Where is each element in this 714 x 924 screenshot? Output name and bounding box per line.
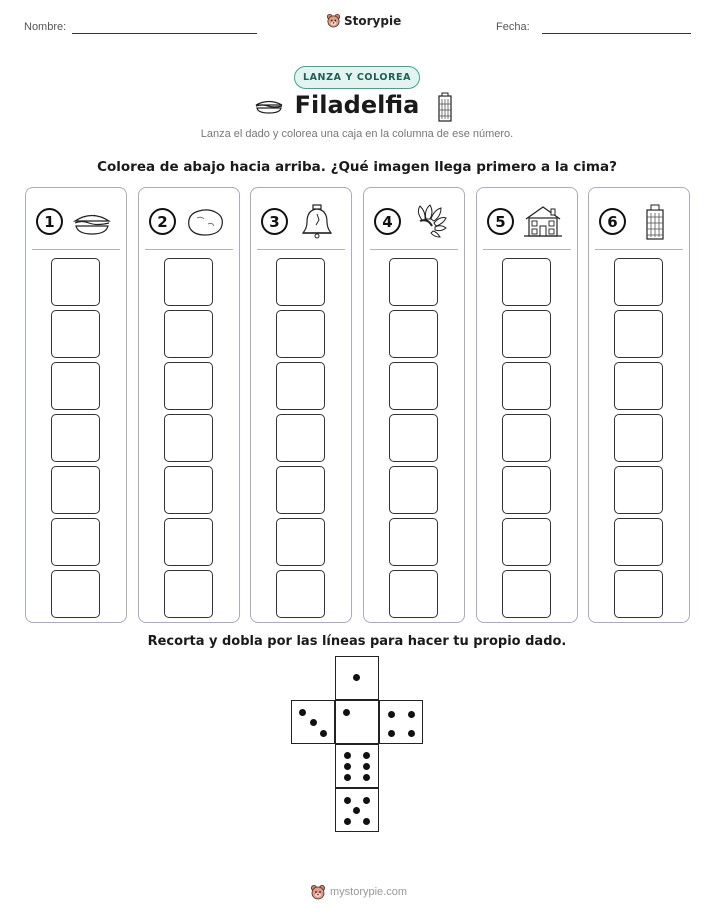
color-box[interactable]: [614, 518, 663, 566]
feather-headdress-icon: [408, 204, 452, 240]
column-4: [363, 187, 465, 623]
die-face-5: [335, 788, 379, 832]
die-pip: [363, 763, 370, 770]
liberty-bell-icon: [295, 204, 339, 240]
color-box[interactable]: [502, 414, 551, 462]
die-pip: [310, 719, 317, 726]
color-box[interactable]: [502, 362, 551, 410]
die-pip: [320, 730, 327, 737]
column-5: [476, 187, 578, 623]
instruction-text: Colorea de abajo hacia arriba. ¿Qué imagen llega primero a la cima?: [97, 159, 617, 175]
color-box[interactable]: [276, 362, 325, 410]
color-box[interactable]: [51, 570, 100, 618]
die-pip: [344, 752, 351, 759]
column-number: 1: [36, 208, 63, 235]
page-title: Filadelfia: [294, 91, 420, 119]
color-box[interactable]: [164, 570, 213, 618]
die-pip: [363, 774, 370, 781]
die-pip: [344, 763, 351, 770]
die-pip: [388, 711, 395, 718]
color-box[interactable]: [164, 518, 213, 566]
column-number: 4: [374, 208, 401, 235]
color-box[interactable]: [389, 570, 438, 618]
color-box[interactable]: [51, 518, 100, 566]
brand-logo: [326, 13, 401, 28]
color-box[interactable]: [276, 518, 325, 566]
color-box[interactable]: [51, 466, 100, 514]
color-box[interactable]: [164, 414, 213, 462]
color-box[interactable]: [614, 414, 663, 462]
skyscraper-icon: [633, 204, 677, 240]
bear-logo-icon: [326, 13, 341, 28]
house-icon: [521, 204, 565, 240]
color-box[interactable]: [389, 518, 438, 566]
color-box[interactable]: [164, 310, 213, 358]
column-number: 5: [487, 208, 514, 235]
die-pip: [408, 730, 415, 737]
column-6: [588, 187, 690, 623]
color-box[interactable]: [389, 310, 438, 358]
die-face-center-1: [335, 700, 379, 744]
sandwich-icon: [70, 204, 114, 240]
column-1: [25, 187, 127, 623]
color-box[interactable]: [164, 466, 213, 514]
die-pip: [344, 797, 351, 804]
date-line[interactable]: [542, 33, 691, 34]
subtitle: Lanza el dado y colorea una caja en la columna de ese número.: [200, 128, 514, 140]
color-box[interactable]: [51, 310, 100, 358]
brand-name: Storypie: [344, 13, 402, 28]
color-box[interactable]: [389, 258, 438, 306]
die-pip: [344, 818, 351, 825]
date-label: Fecha:: [496, 21, 530, 33]
die-pip: [408, 711, 415, 718]
die-face-4: [379, 700, 423, 744]
footer-link[interactable]: mystorypie.com: [330, 886, 408, 898]
color-box[interactable]: [51, 414, 100, 462]
cut-instruction: Recorta y dobla por las líneas para hacer tu propio dado.: [147, 634, 567, 649]
die-face-6: [335, 744, 379, 788]
column-number: 6: [599, 208, 626, 235]
color-box[interactable]: [389, 414, 438, 462]
die-pip: [363, 818, 370, 825]
color-box[interactable]: [614, 466, 663, 514]
die-face-1: [335, 656, 379, 700]
color-box[interactable]: [276, 310, 325, 358]
die-pip: [353, 807, 360, 814]
color-box[interactable]: [614, 258, 663, 306]
color-box[interactable]: [276, 570, 325, 618]
color-box[interactable]: [276, 258, 325, 306]
column-3: [250, 187, 352, 623]
color-box[interactable]: [614, 570, 663, 618]
die-pip: [388, 730, 395, 737]
die-pip: [343, 709, 350, 716]
color-box[interactable]: [276, 466, 325, 514]
skyscraper-icon: [436, 92, 454, 122]
color-box[interactable]: [389, 466, 438, 514]
footer: [310, 884, 407, 900]
column-number: 3: [261, 208, 288, 235]
activity-badge: LANZA Y COLOREA: [294, 66, 420, 89]
color-box[interactable]: [614, 362, 663, 410]
die-face-3: [291, 700, 335, 744]
name-line[interactable]: [72, 33, 257, 34]
color-box[interactable]: [502, 310, 551, 358]
column-2: [138, 187, 240, 623]
color-box[interactable]: [51, 258, 100, 306]
pretzel-rock-icon: [183, 204, 227, 240]
die-pip: [353, 674, 360, 681]
color-box[interactable]: [389, 362, 438, 410]
bear-logo-icon: [310, 884, 326, 900]
color-box[interactable]: [164, 258, 213, 306]
die-pip: [363, 797, 370, 804]
color-box[interactable]: [276, 414, 325, 462]
color-box[interactable]: [502, 258, 551, 306]
color-box[interactable]: [502, 466, 551, 514]
die-pip: [344, 774, 351, 781]
die-pip: [363, 752, 370, 759]
column-number: 2: [149, 208, 176, 235]
color-box[interactable]: [502, 518, 551, 566]
die-pip: [299, 709, 306, 716]
name-label: Nombre:: [24, 21, 67, 33]
color-box[interactable]: [614, 310, 663, 358]
color-box[interactable]: [502, 570, 551, 618]
color-box[interactable]: [51, 362, 100, 410]
color-box[interactable]: [164, 362, 213, 410]
